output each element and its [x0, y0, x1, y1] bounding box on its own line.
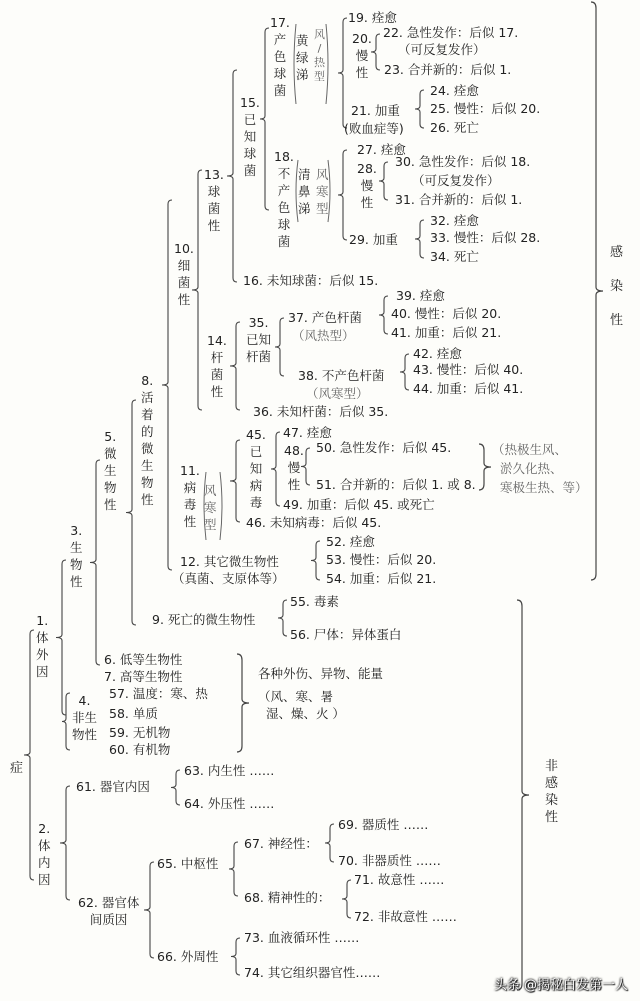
category-infectious: 感 染 性 — [610, 245, 624, 328]
node-n56: 56. 尸体：异体蛋白 — [290, 627, 402, 642]
node-n35: 35. 已知 杆菌 — [246, 315, 272, 364]
node-n18a: 清 鼻 涕 — [298, 167, 311, 216]
node-n46: 46. 未知病毒：后似 45. — [246, 515, 382, 530]
bracket-n9 — [278, 600, 287, 636]
node-n37: 37. 产色杆菌 — [288, 310, 362, 325]
bracket-n12 — [311, 541, 320, 580]
node-n13: 13. 球 菌 性 — [204, 167, 224, 233]
node-n10: 10. 细 菌 性 — [174, 241, 194, 307]
node-n62: 62. 器官体 间质因 — [78, 895, 140, 927]
bracket-n65 — [229, 842, 238, 896]
node-n33: 33. 慢性：后似 28. — [430, 230, 541, 245]
node-n66: 66. 外周性 — [157, 949, 219, 964]
node-n6y: （风、寒、暑 湿、燥、火 ） — [258, 689, 345, 721]
node-n18b: 风 寒 型 — [316, 167, 329, 216]
node-n4: 4. 非生 物性 — [72, 693, 98, 742]
bracket-n13 — [227, 70, 237, 282]
node-n59: 59. 无机物 — [109, 725, 171, 740]
bracket-n14 — [230, 322, 240, 410]
node-n68: 68. 精神性的： — [244, 890, 331, 905]
node-n16: 16. 未知球菌：后似 15. — [243, 273, 379, 288]
bracket-n29 — [415, 220, 424, 258]
node-n63: 63. 内生性 …… — [184, 763, 275, 778]
bracket-n66 — [231, 938, 240, 975]
node-n60: 60. 有机物 — [109, 742, 171, 757]
node-n64: 64. 外压性 …… — [184, 796, 275, 811]
brace-noninfectious — [517, 600, 529, 990]
node-n40: 40. 慢性：后似 20. — [391, 306, 502, 321]
bracket-n68 — [342, 880, 351, 918]
node-n65: 65. 中枢性 — [157, 856, 219, 871]
node-n7: 7. 高等生物性 — [104, 669, 183, 684]
node-n6: 6. 低等生物性 — [104, 652, 183, 667]
node-n25: 25. 慢性：后似 20. — [430, 101, 541, 116]
node-n22s: （可反复发作） — [398, 42, 486, 57]
node-n3: 3. 生 物 性 — [70, 523, 83, 589]
bracket-n61 — [171, 770, 180, 805]
node-n2: 2. 体 内 因 — [38, 821, 51, 887]
node-n42: 42. 痊愈 — [413, 346, 462, 361]
node-n51s: （热极生风、 淤久化热、 寒极生热、等） — [492, 442, 588, 495]
bracket-n20 — [371, 34, 380, 70]
node-n71: 71. 故意性 …… — [354, 872, 445, 887]
node-n48: 48. 慢 性 — [284, 443, 304, 492]
node-n17: 17. 产 色 球 菌 — [270, 15, 290, 98]
node-n44: 44. 加重：后似 41. — [413, 381, 524, 396]
node-n36: 36. 未知杆菌：后似 35. — [253, 404, 389, 419]
bracket-n3 — [90, 460, 100, 665]
node-n73: 73. 血液循环性 …… — [244, 930, 360, 945]
bracket-n15 — [260, 28, 269, 210]
node-n28: 28. 慢 性 — [357, 161, 377, 210]
node-n38s: （风寒型） — [306, 386, 369, 401]
node-n9: 9. 死亡的微生物性 — [152, 612, 256, 627]
bracket-n35 — [275, 318, 284, 376]
node-n43: 43. 慢性：后似 40. — [413, 362, 524, 377]
node-n30: 30. 急性发作：后似 18. — [395, 154, 531, 169]
bracket-n67 — [325, 824, 334, 862]
node-n74: 74. 其它组织器官性…… — [244, 965, 381, 980]
node-n54: 54. 加重：后似 21. — [326, 571, 437, 586]
node-n31: 31. 合并新的：后似 1. — [395, 192, 523, 207]
brace-n51s — [479, 444, 491, 490]
node-n21s: (败血症等) — [344, 121, 404, 136]
bracket-n21 — [415, 90, 424, 128]
bracket-n18 — [338, 150, 347, 240]
node-n23: 23. 合并新的：后似 1. — [384, 62, 512, 77]
bracket-n62 — [144, 862, 154, 958]
node-n8: 8. 活 着 的 微 生 物 性 — [141, 373, 154, 507]
node-n11: 11. 病 毒 性 — [180, 463, 200, 529]
node-n0: 症 — [10, 761, 24, 776]
node-n32: 32. 痊愈 — [430, 213, 479, 228]
node-n53: 53. 慢性：后似 20. — [326, 552, 437, 567]
bracket-n4 — [62, 693, 70, 750]
bracket-n38 — [400, 354, 409, 390]
category-noninfectious: 非 感 染 性 — [545, 759, 559, 825]
bracket-n5 — [126, 400, 136, 625]
node-n51: 51. 合并新的：后似 1. 或 8. — [316, 477, 476, 492]
node-n34: 34. 死亡 — [430, 249, 479, 264]
node-n26: 26. 死亡 — [430, 120, 479, 135]
node-n24: 24. 痊愈 — [430, 83, 479, 98]
node-n55: 55. 毒素 — [290, 594, 339, 609]
node-n72: 72. 非故意性 …… — [354, 909, 457, 924]
watermark: 头条 @揭秘白发第一人 — [493, 978, 628, 993]
node-n45: 45. 已 知 病 毒 — [246, 427, 266, 510]
node-n12: 12. 其它微生物性 — [180, 554, 279, 569]
bracket-n1 — [56, 560, 66, 715]
node-n6x: 各种外伤、异物、能量 — [258, 666, 384, 681]
node-n1: 1. 体 外 因 — [36, 613, 49, 679]
node-n21: 21. 加重 — [351, 103, 400, 118]
brace-n6x — [237, 654, 249, 752]
node-n11s: 风 寒 型 — [204, 483, 217, 532]
paren-n17b-right — [326, 24, 328, 104]
node-n67: 67. 神经性： — [244, 836, 318, 851]
node-n22: 22. 急性发作：后似 17. — [383, 25, 519, 40]
node-n12s: （真菌、支原体等） — [172, 571, 285, 586]
node-n27: 27. 痊愈 — [357, 142, 406, 157]
bracket-n17 — [338, 18, 347, 128]
node-n49: 49. 加重：后似 45. 或死亡 — [283, 497, 435, 512]
node-n41: 41. 加重：后似 21. — [391, 325, 502, 340]
node-n69: 69. 器质性 …… — [338, 817, 429, 832]
node-n20: 20. 慢 性 — [352, 31, 372, 80]
node-n39: 39. 痊愈 — [396, 288, 445, 303]
paren-n11s-right — [220, 472, 222, 540]
brace-infectious — [591, 2, 603, 580]
bracket-n37 — [379, 296, 388, 334]
node-n52: 52. 痊愈 — [326, 534, 375, 549]
node-n47: 47. 痊愈 — [283, 425, 332, 440]
node-n30s: （可反复发作） — [412, 173, 500, 188]
bracket-n2 — [60, 786, 70, 900]
node-n5: 5. 微 生 物 性 — [104, 429, 117, 512]
node-n61: 61. 器官内因 — [76, 779, 150, 794]
node-n15: 15. 已 知 球 菌 — [240, 95, 260, 178]
node-n17b: 风 / 热 型 — [314, 28, 325, 83]
node-n57: 57. 温度：寒、热 — [109, 686, 208, 701]
node-n14: 14. 杆 菌 性 — [207, 333, 227, 399]
bracket-root — [24, 630, 34, 880]
node-n50: 50. 急性发作：后似 45. — [316, 440, 452, 455]
node-n37s: （风热型） — [292, 328, 355, 343]
node-n70: 70. 非器质性 …… — [338, 853, 441, 868]
bracket-n11 — [230, 440, 240, 522]
node-n19: 19. 痊愈 — [348, 10, 397, 25]
bracket-n45 — [271, 432, 280, 506]
node-n58: 58. 单质 — [109, 706, 158, 721]
node-n17a: 黄 绿 涕 — [296, 33, 309, 82]
bracket-n28 — [379, 162, 388, 200]
node-n29: 29. 加重 — [349, 232, 398, 247]
bracket-n8 — [162, 200, 172, 570]
node-n38: 38. 不产色杆菌 — [298, 368, 385, 383]
node-n18: 18. 不 产 色 球 菌 — [274, 149, 294, 249]
